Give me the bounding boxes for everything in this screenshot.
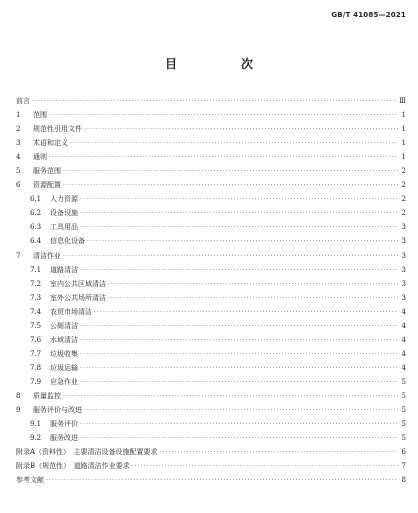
toc-entry-title: 附录A（资料性） 主要清洁设备设施配置要求 (16, 448, 158, 457)
toc-entry-title: 服务改进 (50, 434, 78, 443)
toc-entry-title: 人力资源 (50, 195, 78, 204)
toc-entry-title: 垃圾收集 (50, 349, 78, 358)
toc-entry[interactable] (16, 277, 406, 291)
toc-entry-page: 2 (401, 167, 406, 176)
toc-entry-number: 3 (16, 139, 21, 148)
toc-entry-title: 道路清洁 (50, 265, 78, 274)
toc-entry[interactable] (16, 94, 406, 108)
toc-entry-title: 服务评价 (50, 420, 78, 429)
toc-entry[interactable] (16, 220, 406, 234)
toc-entry-page: 4 (401, 321, 406, 330)
toc-entry-title: 设备设施 (50, 209, 78, 218)
toc-entry-title: 术语和定义 (33, 139, 68, 148)
page-title: 目 次 (164, 57, 279, 71)
toc-entry-page: 7 (401, 462, 406, 471)
toc-entry-title: 服务范围 (33, 167, 61, 176)
toc-entry-page: 3 (401, 293, 406, 302)
toc-entry-number: 7.2 (30, 279, 42, 288)
toc-entry-title: 参考文献 (16, 476, 44, 485)
toc-entry-title: 规范性引用文件 (33, 125, 82, 134)
toc-entry-number: 5 (16, 167, 21, 176)
toc-leader-dots (80, 432, 398, 446)
toc-leader-dots (46, 474, 398, 488)
toc-entry-title: 水域清洁 (50, 335, 78, 344)
standard-code: GB/T 41085—2021 (331, 11, 406, 19)
toc-leader-dots (80, 320, 398, 334)
toc-entry-title: 服务评价与改进 (33, 406, 82, 415)
toc-leader-dots (108, 278, 398, 292)
toc-entry-number: 7.9 (30, 377, 42, 386)
toc-entry-number: 6.1 (30, 195, 42, 204)
toc-entry-page: 3 (401, 223, 406, 232)
toc-entry-number: 7.8 (30, 363, 42, 372)
toc-entry-number: 6.3 (30, 223, 42, 232)
toc-entry-title: 前言 (16, 97, 30, 105)
toc-entry[interactable] (16, 263, 406, 277)
toc-leader-dots (49, 109, 398, 123)
toc-entry-page: 4 (401, 335, 406, 344)
toc-entry-page: 8 (401, 476, 406, 485)
toc-leader-dots (108, 292, 398, 306)
toc-entry[interactable] (16, 389, 406, 403)
toc-entry-title: 公厕清洁 (50, 321, 78, 330)
toc-entry[interactable] (16, 445, 406, 459)
toc-entry[interactable] (16, 417, 406, 431)
toc-entry[interactable] (16, 305, 406, 319)
toc-leader-dots (32, 95, 397, 109)
toc-entry-page: 2 (401, 209, 406, 218)
toc-entry[interactable] (16, 333, 406, 347)
toc-leader-dots (80, 376, 398, 390)
toc-leader-dots (160, 446, 398, 460)
toc-entry-title: 通则 (33, 153, 47, 162)
toc-entry-number: 7.3 (30, 293, 42, 302)
toc-entry-number: 7.5 (30, 321, 42, 330)
toc-leader-dots (63, 390, 398, 404)
toc-leader-dots (87, 235, 398, 249)
toc-entry-page: 1 (401, 153, 406, 162)
toc-entry[interactable] (16, 431, 406, 445)
toc-entry[interactable] (16, 459, 406, 473)
toc-entry-number: 6 (16, 181, 21, 190)
toc-entry-number: 1 (16, 111, 21, 120)
toc-entry-page: 2 (401, 181, 406, 190)
toc-entry-page: 4 (401, 349, 406, 358)
toc-leader-dots (84, 404, 398, 418)
toc-leader-dots (80, 362, 398, 376)
toc-entry-page: 1 (401, 111, 406, 120)
toc-entry-number: 9.1 (30, 420, 42, 429)
toc-entry-page: 5 (401, 406, 406, 415)
toc-entry-number: 7.1 (30, 265, 42, 274)
toc-entry-page: Ⅲ (399, 97, 406, 105)
toc-entry-number: 6.4 (30, 237, 42, 246)
toc-leader-dots (80, 264, 398, 278)
toc-entry-page: 1 (401, 139, 406, 148)
toc-entry-number: 2 (16, 125, 21, 134)
toc-entry-title: 清洁作业 (33, 251, 61, 260)
toc-entry-title: 资源配置 (33, 181, 61, 190)
toc-entry[interactable] (16, 347, 406, 361)
toc-entry-page: 3 (401, 279, 406, 288)
toc-leader-dots (80, 348, 398, 362)
toc-entry-number: 7 (16, 251, 21, 260)
toc-entry-page: 5 (401, 391, 406, 400)
toc-leader-dots (94, 306, 398, 320)
toc-entry-title: 质量监控 (33, 391, 61, 400)
toc-entry-number: 9.2 (30, 434, 42, 443)
toc-entry[interactable] (16, 403, 406, 417)
toc-entry-page: 6 (401, 448, 406, 457)
toc-entry[interactable] (16, 206, 406, 220)
toc-leader-dots (80, 221, 398, 235)
toc-entry-page: 2 (401, 195, 406, 204)
toc-entry-page: 1 (401, 125, 406, 134)
toc-entry[interactable] (16, 178, 406, 192)
toc-leader-dots (63, 250, 398, 264)
toc-entry[interactable] (16, 192, 406, 206)
toc-entry-title: 范围 (33, 111, 47, 120)
toc-entry-page: 3 (401, 265, 406, 274)
toc-entry-number: 6.2 (30, 209, 42, 218)
toc-entry-title: 附录B（规范性） 道路清洁作业要求 (16, 462, 130, 471)
toc-leader-dots (49, 151, 398, 165)
toc-entry-title: 应急作业 (50, 377, 78, 386)
toc-entry-page: 4 (401, 363, 406, 372)
toc-entry[interactable] (16, 108, 406, 122)
toc-entry-title: 工具用品 (50, 223, 78, 232)
toc-leader-dots (80, 207, 398, 221)
toc-entry-number: 7.6 (30, 335, 42, 344)
toc-leader-dots (70, 137, 398, 151)
toc-entry[interactable] (16, 319, 406, 333)
toc-entry[interactable] (16, 249, 406, 263)
toc-entry[interactable] (16, 150, 406, 164)
toc-entry[interactable] (16, 291, 406, 305)
toc-entry-page: 5 (401, 377, 406, 386)
toc-leader-dots (80, 418, 398, 432)
toc-entry-title: 室外公共场所清洁 (50, 293, 106, 302)
toc-entry-page: 4 (401, 307, 406, 316)
toc-entry[interactable] (16, 122, 406, 136)
toc-entry-number: 8 (16, 391, 21, 400)
toc-leader-dots (63, 179, 398, 193)
toc-entry[interactable] (16, 375, 406, 389)
toc-leader-dots (80, 193, 398, 207)
toc-leader-dots (84, 123, 398, 137)
toc-entry-title: 垃圾运输 (50, 363, 78, 372)
toc-leader-dots (132, 460, 398, 474)
toc-entry-page: 3 (401, 237, 406, 246)
toc-entry-number: 9 (16, 406, 21, 415)
toc-leader-dots (63, 165, 398, 179)
toc-entry-number: 7.4 (30, 307, 42, 316)
toc-entry-page: 5 (401, 420, 406, 429)
toc-entry-page: 3 (401, 251, 406, 260)
toc-entry-title: 农贸市场清洁 (50, 307, 92, 316)
toc-entry-page: 5 (401, 434, 406, 443)
toc-entry[interactable] (16, 361, 406, 375)
toc-entry[interactable] (16, 136, 406, 150)
toc-entry-number: 7.7 (30, 349, 42, 358)
toc-leader-dots (80, 334, 398, 348)
toc-entry-number: 4 (16, 153, 21, 162)
toc-entry[interactable] (16, 164, 406, 178)
table-of-contents (16, 94, 406, 487)
toc-entry[interactable] (16, 473, 406, 487)
toc-entry-title: 室内公共区域清洁 (50, 279, 106, 288)
toc-entry[interactable] (16, 234, 406, 248)
toc-entry-title: 信息化设备 (50, 237, 85, 246)
